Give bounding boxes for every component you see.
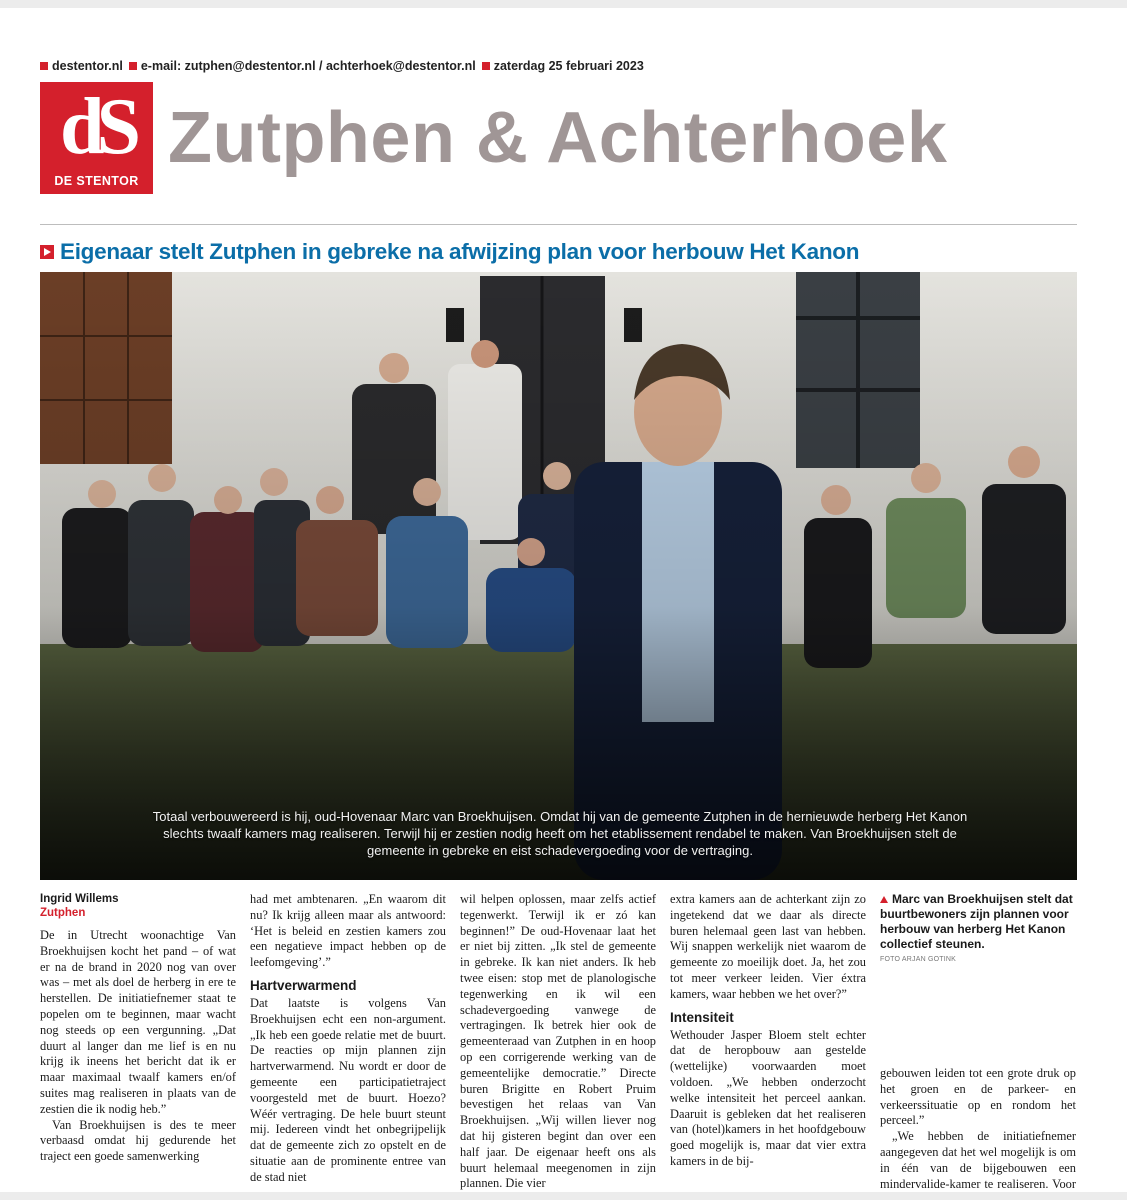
column-2 [250, 892, 446, 1186]
top-strip [0, 0, 1127, 8]
caption-triangle-icon [880, 896, 888, 903]
kicker-text: Eigenaar stelt Zutphen in gebreke na afwijzing plan voor herbouw Het Kanon [60, 239, 860, 264]
paragraph: had met ambtenaren. „En waarom dit nu? Ik krijg alleen maar als antwoord: ‘Het is beleid en zestien kamers zou een negatieve impact hebben op de leefomgeving’.” [250, 892, 446, 970]
bottom-strip [0, 1192, 1127, 1200]
paragraph: Van Broekhuijsen is des te meer verbaasd omdat hij gedurende het traject een goede samenwerking [40, 1117, 236, 1164]
de-stentor-logo [40, 82, 153, 194]
dateline: Zutphen [40, 907, 86, 919]
header-divider [40, 224, 1077, 225]
subheading-hartverwarmend: Hartverwarmend [250, 977, 357, 993]
site-link[interactable]: destentor.nl [52, 59, 123, 73]
group-photo-illustration [40, 272, 1077, 880]
email-line[interactable]: e-mail: zutphen@destentor.nl / achterhoek@destentor.nl [140, 59, 476, 73]
paragraph: De in Utrecht woonachtige Van Broekhuijsen kocht het pand – of wat er na de brand in 2020 nog van over was – met als doel de herberg in ere te herstellen. De initiatiefnemer staat te popelen om te beginnen, maar wacht nog steeds op een vergunning. „Dat duurt al langer dan me lief is en nu krijg ik ineens het bericht dat ik er maar maximaal twaalf kamers en/of suites mag realiseren in plaats van de zestien die ik nodig heb.” [40, 928, 236, 1116]
paragraph: extra kamers aan de achterkant zijn zo ingetekend dat we daar als directe buren helemaal geen last van hebben. Wij snappen werkelijk niet waarom de gemeente zo moeilijk doet. Ja, het zou tot meer verkeer leiden. Vier éxtra kamers, waar hebben we het over?” [670, 892, 866, 1001]
column-3 [460, 892, 656, 1192]
article-kicker [40, 238, 859, 266]
logo-name: DE STENTOR [54, 174, 139, 188]
logo-mark: dS [60, 83, 133, 171]
column-5 [880, 1066, 1076, 1200]
author-byline: Ingrid Willems [40, 893, 119, 905]
paragraph: gebouwen leiden tot een grote druk op het groen en de parkeer- en verkeerssituatie op en rondom het perceel.” [880, 1066, 1076, 1128]
section-title: Zutphen & Achterhoek [168, 98, 948, 178]
paragraph: „We hebben de initiatiefnemer aangegeven dat het wel mogelijk is om in één van de bijgebouwen een mindervalide-kamer te realiseren. Voor [880, 1129, 1076, 1191]
photo-credit: FOTO ARJAN GOTINK [880, 956, 957, 963]
bullet-square-icon [40, 62, 48, 70]
subheading-intensiteit: Intensiteit [670, 1009, 734, 1025]
masthead-meta [40, 58, 644, 74]
caption-text: Marc van Broekhuijsen stelt dat buurtbewoners zijn plannen voor herbouw van herberg Het Kanon collectief steunen. [880, 892, 1073, 951]
issue-date: zaterdag 25 februari 2023 [493, 59, 644, 73]
column-4 [670, 892, 866, 1170]
column-1 [40, 892, 236, 1165]
article-lead: Totaal verbouwereerd is hij, oud-Hovenaar Marc van Broekhuijsen. Omdat hij van de gemeente Zutphen in de hernieuwde herberg Het Kanon slechts twaalf kamers mag realiseren. Terwijl hij er zestien nodig heeft om het etablissement rendabel te maken. Van Broekhuijsen stelt de gemeente in gebreke en eist schadevergoeding voor de vertraging. [152, 809, 968, 858]
paragraph: Wethouder Jasper Bloem stelt echter dat de heropbouw aan gestelde (wettelijke) voorwaarden moet voldoen. „We hebben onderzocht welke intensiteit het perceel aankan. Daaruit is gebleken dat het realiseren van (hotel)kamers in het hoofdgebouw goed mogelijk is, maar dat vier extra kamers in de bij- [670, 1027, 866, 1168]
bullet-square-icon [129, 62, 137, 70]
paragraph: Dat laatste is volgens Van Broekhuijsen echt een non-argument. „Ik heb een goede relatie met de buurt. De reacties op mijn plannen zijn hartverwarmend. Nu wordt er door de gemeente een participatietraject voorgesteld met de buurt. Hoezo? Wéér vertraging. De hele buurt steunt mij. Iedereen vindt het onbegrijpelijk dat de gemeente zich zo opstelt en de situatie aan de prominente entree van de stad niet [250, 995, 446, 1184]
play-arrow-icon [40, 245, 54, 259]
article-photo [40, 272, 1077, 880]
photo-caption [880, 892, 1077, 952]
bullet-square-icon [482, 62, 490, 70]
paragraph: wil helpen oplossen, maar zelfs actief tegenwerkt. Terwijl ik er zó kan beginnen!” De oud-Hovenaar laat het er niet bij zitten. „Ik stel de gemeente in gebreke. Ik kan niet anders. Ik heb twee eisen: stop met de planologische tegenwerking en ik wil een schadevergoeding vanwege de vertragingen. Ik betrek hier ook de gemeenteraad van Zutphen in en hoop op een corrigerende werking van de gemeentelijke democratie.” Directe buren Brigitte en Robert Pruim bevestigen het relaas van Van Broekhuijsen. „Wij willen liever nog dat hij gisteren begint dan over een half jaar. De eigenaar heeft ons als buurt helemaal meegenomen in zijn plannen. Die vier [460, 892, 656, 1191]
